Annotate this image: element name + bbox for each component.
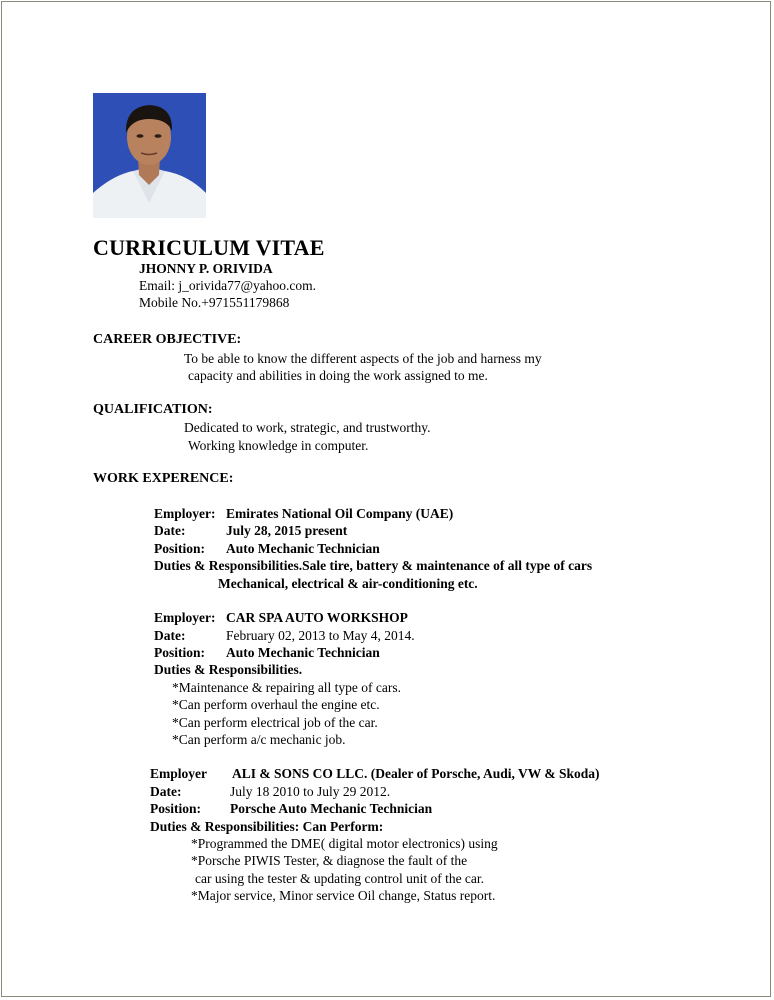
date-label: Date: <box>150 784 182 799</box>
duties-heading: Duties & Responsibilities. <box>154 662 303 677</box>
date-label: Date: <box>154 628 186 643</box>
duty-item: car using the tester & updating control unit of the car. <box>195 871 485 886</box>
position-label: Position: <box>154 541 206 556</box>
employer-row <box>150 766 600 782</box>
date-row <box>154 523 347 539</box>
date-value: July 28, 2015 present <box>226 523 348 538</box>
position-row <box>154 645 380 661</box>
employer-value: ALI & SONS CO LLC. (Dealer of Porsche, Audi, VW & Skoda) <box>232 766 600 781</box>
employer-row <box>154 610 408 626</box>
date-row <box>154 628 415 644</box>
qualification-heading: QUALIFICATION: <box>93 402 213 417</box>
position-row <box>150 801 432 817</box>
qualification-line: Dedicated to work, strategic, and trustworthy. <box>184 420 431 435</box>
position-value: Auto Mechanic Technician <box>226 645 380 660</box>
position-label: Position: <box>154 645 206 660</box>
career-objective-line: capacity and abilities in doing the work assigned to me. <box>188 368 488 383</box>
qualification-line: Working knowledge in computer. <box>188 438 369 453</box>
duty-item: *Programmed the DME( digital motor electronics) using <box>191 836 498 851</box>
career-objective-line: To be able to know the different aspects of the job and harness my <box>184 351 542 366</box>
duties-heading: Duties & Responsibilities: Can Perform: <box>150 819 384 834</box>
duty-item: *Porsche PIWIS Tester, & diagnose the fault of the <box>191 853 468 868</box>
career-objective-heading: CAREER OBJECTIVE: <box>93 332 242 347</box>
duties-line: Duties & Responsibilities.Sale tire, battery & maintenance of all type of cars <box>154 558 593 573</box>
employer-value: CAR SPA AUTO WORKSHOP <box>226 610 408 625</box>
work-experience-heading: WORK EXPERENCE: <box>93 471 234 486</box>
duty-item: *Can perform electrical job of the car. <box>172 715 378 730</box>
employer-value: Emirates National Oil Company (UAE) <box>226 506 454 521</box>
position-value: Auto Mechanic Technician <box>226 541 380 556</box>
employer-label: Employer: <box>154 506 216 521</box>
duty-item: *Maintenance & repairing all type of cars. <box>172 680 402 695</box>
candidate-name: JHONNY P. ORIVIDA <box>139 261 273 276</box>
date-value: July 18 2010 to July 29 2012. <box>230 784 391 799</box>
email-line: Email: j_orivida77@yahoo.com. <box>139 278 317 293</box>
date-row <box>150 784 390 800</box>
position-row <box>154 541 380 557</box>
duties-line: Mechanical, electrical & air-conditioning etc. <box>218 576 478 591</box>
employer-row <box>154 506 453 522</box>
duty-item: *Can perform overhaul the engine etc. <box>172 697 380 712</box>
date-label: Date: <box>154 523 186 538</box>
profile-photo-image <box>93 93 206 218</box>
position-value: Porsche Auto Mechanic Technician <box>230 801 433 816</box>
duty-item: *Can perform a/c mechanic job. <box>172 732 346 747</box>
date-value: February 02, 2013 to May 4, 2014. <box>226 628 415 643</box>
profile-photo <box>93 93 206 218</box>
document-title: CURRICULUM VITAE <box>93 235 325 260</box>
employer-label: Employer <box>150 766 207 781</box>
position-label: Position: <box>150 801 202 816</box>
mobile-line: Mobile No.+971551179868 <box>139 295 290 310</box>
duty-item: *Major service, Minor service Oil change, Status report. <box>191 888 496 903</box>
employer-label: Employer: <box>154 610 216 625</box>
